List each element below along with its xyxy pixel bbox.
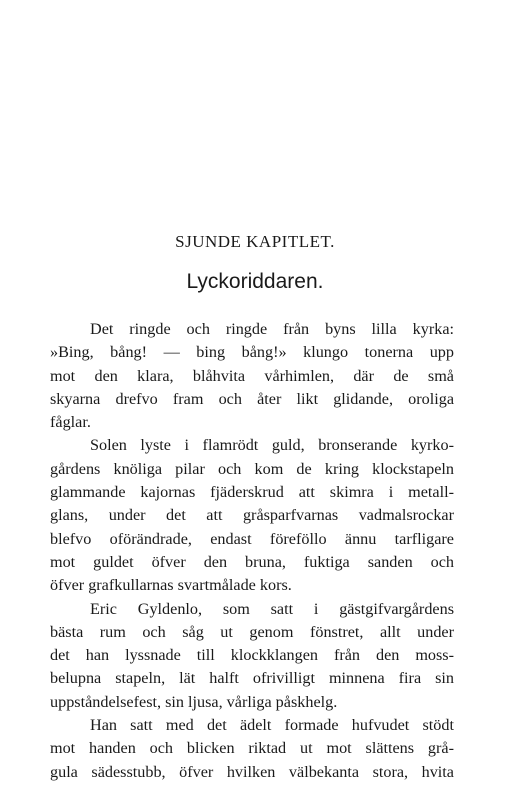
text-line: mot den klara, blåhvita vårhimlen, där de små: [50, 366, 454, 385]
text-line: Han satt med det ädelt formade hufvudet stödt: [90, 716, 454, 735]
text-line: blefvo oförändrade, endast föreföllo ännu tarfligare: [50, 529, 454, 548]
text-line: belupna stapeln, lät halft ofrivilligt minnena fira sin: [50, 669, 454, 688]
text-line: uppståndelsefest, sin ljusa, vårliga påskhelg.: [50, 692, 338, 711]
text-line: gårdens knöliga pilar och kom de kring klockstapeln: [50, 459, 454, 478]
chapter-label: SJUNDE KAPITLET.: [175, 232, 335, 251]
text-line: »Bing, bång! — bing bång!» klungo tonerna upp: [50, 343, 454, 362]
text-line: Eric Gyldenlo, som satt i gästgifvargårdens: [90, 599, 454, 618]
text-line: mot guldet öfver den bruna, fuktiga sanden och: [50, 552, 454, 571]
text-line: det han lyssnade till klockklangen från den moss-: [50, 646, 454, 665]
text-line: skyarna drefvo fram och åter likt glidande, oroliga: [50, 389, 454, 408]
text-line: glammande kajornas fjäderskrud att skimra i metall-: [50, 483, 454, 502]
text-line: bästa rum och såg ut genom fönstret, allt under: [50, 622, 454, 641]
text-line: gula sädesstubb, öfver hvilken välbekanta stora, hvita: [50, 762, 454, 781]
chapter-title: Lyckoriddaren.: [186, 270, 324, 293]
text-line: glans, under det att gråsparfvarnas vadmalsrockar: [50, 506, 454, 525]
text-line: mot handen och blicken riktad ut mot slättens grå-: [50, 739, 454, 758]
text-line: fåglar.: [50, 413, 91, 432]
text-line: Solen lyste i flamrödt guld, bronserande kyrko-: [90, 436, 454, 455]
text-line: Det ringde och ringde från byns lilla kyrka:: [90, 320, 454, 338]
text-line: öfver grafkullarnas svartmålade kors.: [50, 576, 292, 595]
body-text: [50, 318, 454, 784]
